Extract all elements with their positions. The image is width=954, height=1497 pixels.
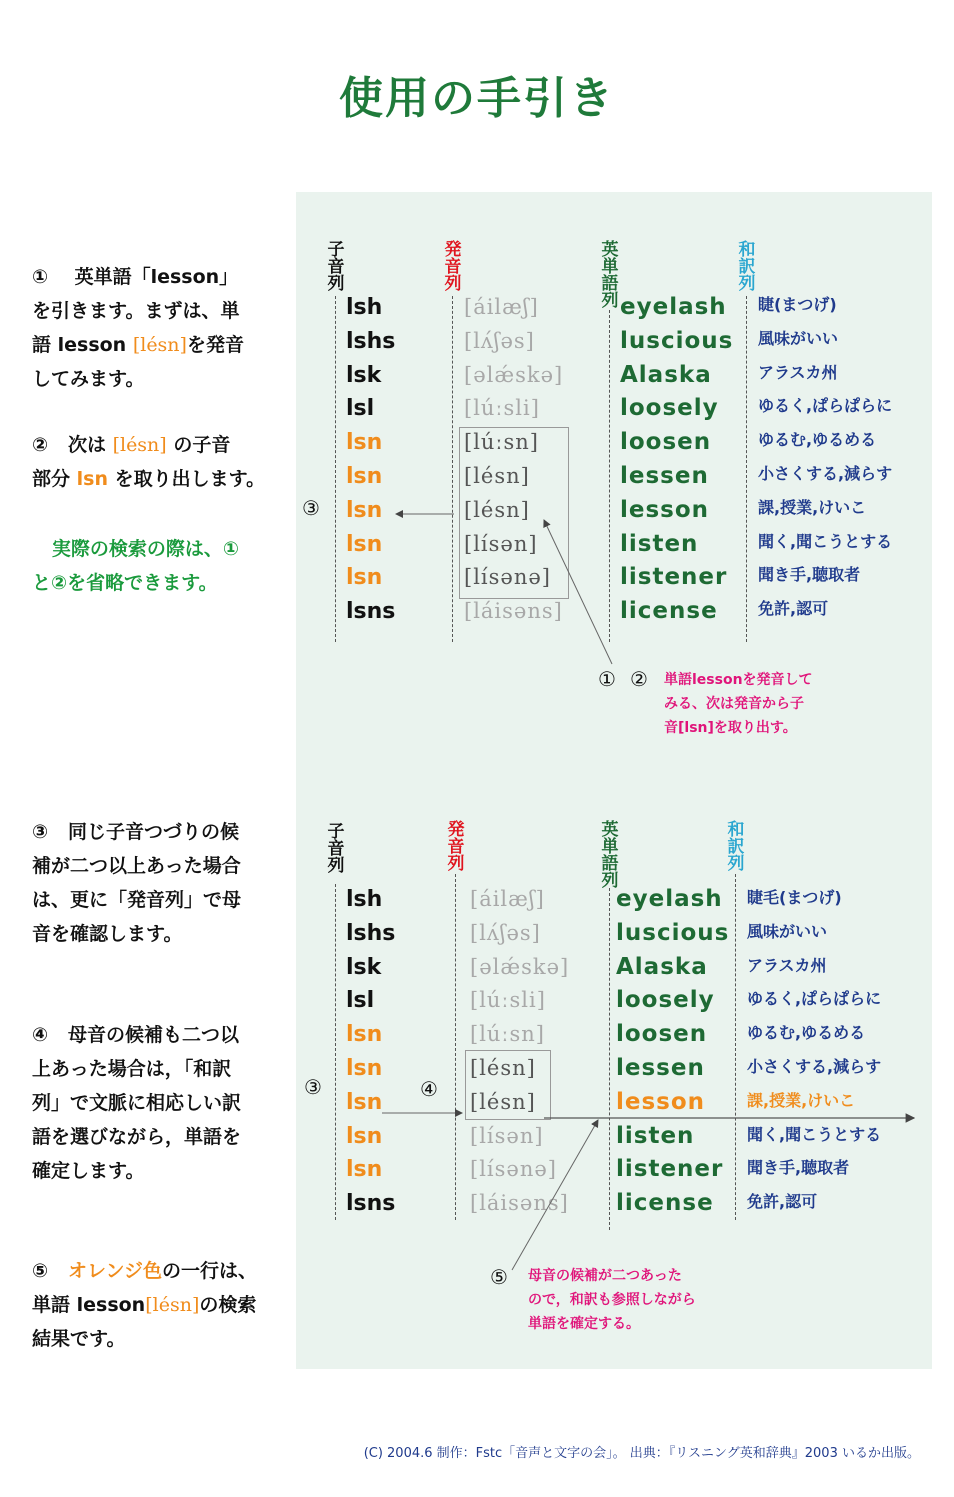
t2-pron: [lísən] [470, 1123, 544, 1148]
note-5-ipa: [lésn] [145, 1294, 200, 1316]
t1-header-japanese: 和訳列 [738, 240, 756, 294]
t2-japanese: 聞き手,聴取者 [747, 1158, 850, 1178]
note-5-b: 単語 lesson [32, 1294, 146, 1316]
note-omit-line1: 実際の検索の際は、① [51, 538, 239, 560]
t2-english: license [616, 1190, 714, 1217]
t2-english: luscious [616, 919, 730, 946]
t2-header-consonant: 子音列 [327, 822, 345, 876]
callout-2-line1: 母音の候補が二つあった [528, 1268, 682, 1284]
t2-consonant: lsn [346, 1157, 383, 1183]
t1-japanese: アラスカ州 [758, 362, 838, 382]
t1-consonant: lsn [346, 430, 383, 456]
t2-english: loosen [616, 1021, 708, 1048]
t2-header-english: 英単語列 [601, 820, 619, 891]
t1-pron: [lísənə] [464, 565, 551, 590]
t2-japanese: ゆるく,ぱらぱらに [747, 989, 882, 1009]
t1-japanese: ゆるむ,ゆるめる [758, 430, 877, 450]
t1-consonant: lsh [346, 295, 383, 320]
t1-english: loosen [620, 429, 712, 456]
note-2-highlight: lsn [76, 468, 108, 490]
t1-consonant: lsn [346, 565, 383, 591]
note-3-line1: 同じ子音つづりの候 [67, 821, 239, 843]
t2-pron: [láisəns] [470, 1191, 569, 1216]
t1-pron: [əlǽskə] [464, 362, 564, 387]
t1-callout-line [544, 520, 612, 664]
callout-1-line3: 音[lsn]を取り出す。 [664, 720, 797, 736]
t2-consonant: lshs [346, 920, 396, 946]
t1-japanese: 課,授業,けいこ [758, 497, 867, 517]
t1-english: lessen [620, 462, 709, 489]
t2-consonant: lsl [346, 988, 375, 1014]
note-3-line3: は、更に「発音列」で母 [32, 889, 242, 911]
t1-japanese: 睫(まつげ) [758, 295, 837, 314]
callout-2-line2: ので，和訳も参照しながら [528, 1292, 696, 1308]
note-1-line3b: を発音 [186, 334, 244, 356]
note-4-line2: 上あった場合は，「和訳 [32, 1058, 232, 1080]
t1-japanese: ゆるく,ぱらぱらに [758, 396, 893, 416]
note-4-line3: 列」で文脈に相応しい訳 [32, 1092, 242, 1114]
t2-english: loosely [616, 987, 715, 1014]
t1-japanese: 風味がいい [758, 328, 839, 348]
t1-pron: [lésn] [464, 463, 530, 488]
t2-pron: [lésn] [470, 1089, 536, 1114]
t2-header-japanese: 和訳列 [727, 820, 745, 874]
note-omit-line2: と②を省略できます。 [32, 572, 218, 594]
note-5-marker: ⑤ [32, 1260, 49, 1282]
t1-english: loosely [620, 395, 719, 422]
page-title: 使用の手引き [339, 73, 615, 124]
t2-japanese: 免許,認可 [747, 1192, 818, 1212]
note-2-d: を取り出します。 [107, 468, 266, 490]
t2-pron: [lúːsn] [470, 1022, 546, 1047]
t1-consonant: lsn [346, 463, 383, 489]
note-5-c: の検索 [199, 1294, 257, 1316]
note-5-highlight: オレンジ色 [67, 1260, 163, 1282]
t2-consonant: lsn [346, 1022, 383, 1048]
note-1-line3a: 語 lesson [32, 334, 133, 356]
callout-2-line3: 単語を確定する。 [528, 1316, 640, 1332]
t2-consonant: lsh [346, 887, 383, 912]
t1-consonant: lsl [346, 396, 375, 422]
t1-header-consonant: 子音列 [327, 240, 345, 294]
t2-japanese: 風味がいい [747, 921, 828, 941]
t1-consonant: lsn [346, 497, 383, 523]
note-1-line1: 英単語「lesson」 [74, 266, 239, 288]
t2-english: eyelash [616, 886, 723, 912]
note-4-line5: 確定します。 [32, 1160, 145, 1182]
t1-consonant: lshs [346, 328, 396, 354]
t1-marker-3: ③ [302, 496, 320, 520]
t2-pron: [lúːsli] [470, 988, 546, 1013]
footer-credit: (C) 2004.6 制作：Fstc「音声と文字の会」。 出典：『リスニング英和辞典』2003 いるか出版。 [363, 1446, 920, 1461]
t1-japanese: 小さくする,減らす [758, 463, 893, 483]
note-2-marker: ② [32, 434, 49, 456]
t2-pron: [əlǽskə] [470, 954, 570, 979]
t1-english: luscious [620, 327, 734, 354]
note-2-b: の子音 [166, 434, 231, 456]
t1-consonant: lsk [346, 362, 382, 388]
note-3-line2: 補が二つ以上あった場合 [32, 855, 241, 877]
t1-japanese: 聞く,聞こうとする [758, 531, 893, 551]
t2-marker-5: ⑤ [490, 1265, 508, 1289]
t1-japanese: 聞き手,聴取者 [758, 565, 861, 585]
t2-english: lessen [616, 1054, 705, 1081]
t2-english-result: lesson [616, 1088, 706, 1115]
t2-consonant: lsn [346, 1055, 383, 1081]
t1-pron: [lʌ́ʃəs] [464, 328, 535, 353]
t2-consonant: lsk [346, 954, 382, 980]
t2-pron: [áilæʃ] [470, 887, 545, 911]
t1-marker-2: ② [630, 667, 648, 691]
t1-english: listen [620, 530, 699, 557]
note-2-a: 次は [67, 434, 113, 456]
t2-japanese: 睫毛(まつげ) [747, 888, 842, 907]
t2-consonant: lsn [346, 1123, 383, 1149]
callout-1-line1: 単語lessonを発音して [664, 672, 813, 688]
note-3-marker: ③ [32, 821, 49, 843]
note-5-d: 結果です。 [32, 1328, 126, 1350]
t2-japanese-result: 課,授業,けいこ [747, 1090, 856, 1110]
note-2-c: 部分 [32, 468, 77, 490]
note-4-line1: 母音の候補も二つ以 [67, 1024, 239, 1046]
t1-pron: [láisəns] [464, 599, 563, 624]
t2-consonant: lsn [346, 1089, 383, 1115]
t1-consonant: lsns [346, 599, 396, 625]
t1-pron: [lésn] [464, 497, 530, 522]
t1-english: eyelash [620, 294, 727, 320]
t2-japanese: アラスカ州 [747, 955, 827, 975]
t2-english: Alaska [616, 953, 708, 980]
t2-consonant: lsns [346, 1191, 396, 1217]
t2-japanese: 小さくする,減らす [747, 1056, 882, 1076]
t1-pron: [lúːsli] [464, 396, 540, 421]
note-4-line4: 語を選びながら，単語を [32, 1126, 242, 1148]
t2-header-pron: 発音列 [447, 820, 465, 874]
callout-1-line2: みる、次は発音から子 [664, 696, 804, 712]
t2-marker-4: ④ [420, 1077, 438, 1101]
t2-japanese: 聞く,聞こうとする [747, 1124, 882, 1144]
t2-pron: [lísənə] [470, 1157, 557, 1182]
note-2-ipa: [lésn] [112, 434, 167, 456]
t1-consonant: lsn [346, 531, 383, 557]
note-4-marker: ④ [32, 1024, 49, 1046]
note-5-a: の一行は、 [162, 1260, 258, 1282]
t2-english: listener [616, 1156, 724, 1183]
t1-pron: [lísən] [464, 531, 538, 556]
note-1-marker: ① [32, 266, 49, 288]
t1-english: listener [620, 564, 728, 591]
t2-pron: [lʌ́ʃəs] [470, 920, 541, 945]
t2-japanese: ゆるむ,ゆるめる [747, 1023, 866, 1043]
t1-marker-1: ① [598, 667, 616, 691]
t2-marker-3: ③ [304, 1075, 322, 1099]
t1-pron: [lúːsn] [464, 430, 540, 455]
t2-pron: [lésn] [470, 1055, 536, 1080]
t1-pron: [áilæʃ] [464, 295, 539, 319]
t1-header-english: 英単語列 [601, 240, 619, 311]
t1-japanese: 免許,認可 [758, 599, 829, 619]
t1-english: license [620, 598, 718, 625]
note-1-ipa: [lésn] [132, 334, 187, 356]
t2-english: listen [616, 1122, 695, 1149]
note-1-line4: してみます。 [32, 368, 145, 390]
t1-english: lesson [620, 496, 710, 523]
t2-callout-line [512, 1120, 598, 1270]
t1-header-pron: 発音列 [444, 240, 462, 294]
note-1-line2: を引きます。まずは、単 [32, 300, 240, 322]
note-3-line4: 音を確認します。 [32, 923, 183, 945]
t1-english: Alaska [620, 361, 712, 388]
